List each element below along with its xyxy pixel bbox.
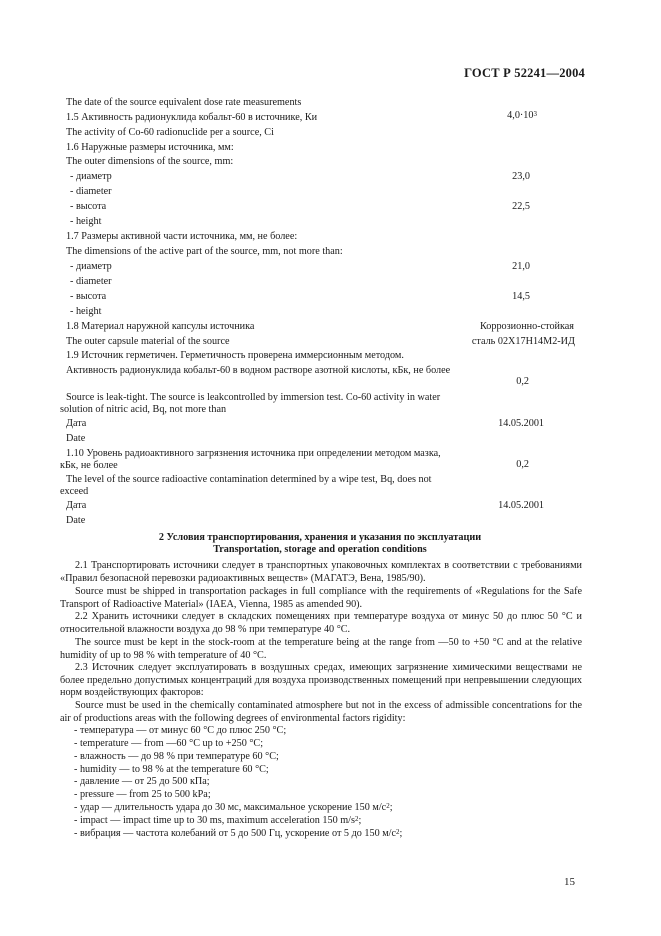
list-item: - давление — от 25 до 500 кПа; [74, 776, 210, 787]
list-item-tail: ; [358, 815, 362, 826]
row-text: - диаметр [70, 261, 112, 272]
date-label: Дата [66, 418, 87, 429]
row-value: Коррозионно-стойкая [479, 321, 574, 332]
row-text: The date of the source equivalent dose rate measurements [66, 97, 302, 108]
paragraph-2-2-ru: 2.2 Хранить источники следует в складских помещениях при температуре воздуха от минус 50 до плюс 50 °С и относительной влажности воздуха до 98 % при температуре 40 °С. [60, 611, 582, 635]
list-item: - pressure — from 25 to 500 kPa; [74, 789, 211, 800]
contamination-limit-value: 0,2 [516, 459, 529, 470]
list-item [74, 828, 402, 840]
row-text: The outer capsule material of the source [66, 336, 230, 347]
paragraph-2-2-en: The source must be kept in the stock-room at the temperature being at the range from —50 to +50 °C and at the relative humidity of up to 98 % with temperature of 40 °C. [60, 637, 582, 661]
row-value: 21,0 [512, 261, 530, 272]
section-title-en: Transportation, storage and operation conditions [213, 544, 427, 555]
date-value: 14.05.2001 [498, 418, 544, 429]
superscript: 2 [386, 802, 390, 810]
list-item-text: - impact — impact time up to 30 ms, maximum acceleration 150 m/s [74, 815, 355, 826]
activity-exponent: 3 [533, 110, 537, 118]
list-item [74, 815, 361, 827]
row-value [507, 110, 537, 122]
row-value: 22,5 [512, 201, 530, 212]
list-item [74, 802, 393, 814]
page-number: 15 [564, 876, 575, 888]
superscript: 2 [396, 828, 400, 836]
row-text: - diameter [70, 186, 112, 197]
row-text: 1.8 Материал наружной капсулы источника [66, 321, 255, 332]
paragraph-2-3-ru: 2.3 Источник следует эксплуатировать в воздушных средах, имеющих загрязнение химическими веществами не более предельно допустимых концентраций для воздуха производственных помещений при непревышении следующих норм воздействующих факторов: [60, 662, 582, 699]
contamination-paragraph: 1.10 Уровень радиоактивного загрязнения источника при определении методом мазка, кБк, не более [60, 448, 441, 471]
leak-paragraph: Source is leak-tight. The source is leakcontrolled by immersion test. Co-60 activity in water solution of nitric acid, Bq, not more than [60, 392, 441, 415]
paragraph-2-1-ru: 2.1 Транспортировать источники следует в транспортных упаковочных комплектах в соответствии с требованиями «Правил безопасной перевозки радиоактивных веществ» (МАГАТЭ, Вена, 1985/90). [60, 560, 582, 584]
list-item-text: - удар — длительность удара до 30 мс, максимальное ускорение 150 м/с [74, 802, 387, 813]
row-value: 14,5 [512, 291, 530, 302]
row-value: сталь 02Х17Н14М2-ИД [471, 336, 575, 347]
list-item: - температура — от минус 60 °С до плюс 250 °С; [74, 725, 287, 736]
row-value: 23,0 [512, 171, 530, 182]
row-text: - height [70, 306, 102, 317]
row-text: - высота [70, 201, 107, 212]
activity-value: 4,0·10 [507, 110, 534, 121]
date-label: Date [66, 433, 86, 444]
list-item-text: - вибрация — частота колебаний от 5 до 500 Гц, ускорение от 5 до 150 м/с [74, 828, 397, 839]
superscript: 2 [354, 815, 359, 823]
row-text: 1.9 Источник герметичен. Герметичность проверена иммерсионным методом. [66, 350, 404, 361]
contamination-en-paragraph: The level of the source radioactive contamination determined by a wipe test, Bq, does not exceed [60, 474, 432, 497]
row-text: - высота [70, 291, 107, 302]
list-item-tail: ; [389, 802, 393, 813]
row-text: 1.6 Наружные размеры источника, мм: [66, 142, 234, 153]
row-text: 1.7 Размеры активной части источника, мм, не более: [66, 231, 298, 242]
activity-paragraph: Активность радионуклида кобальт-60 в водном растворе азотной кислоты, кБк, не более [66, 365, 451, 376]
date-label: Date [66, 515, 86, 526]
list-item-tail: ; [399, 828, 403, 839]
date-value: 14.05.2001 [498, 500, 544, 511]
activity-limit-value: 0,2 [516, 376, 529, 387]
paragraph-2-3-en: Source must be used in the chemically contaminated atmosphere but not in the excess of admissible concentrations for the air of productions areas with the following degrees of environmental factors rigidity: [60, 700, 582, 724]
row-text: - height [70, 216, 102, 227]
list-item: - humidity — to 98 % at the temperature 60 °C; [74, 764, 269, 775]
row-text: The outer dimensions of the source, mm: [66, 156, 234, 167]
row-text: - diameter [70, 276, 112, 287]
section-title-ru: 2 Условия транспортирования, хранения и указания по эксплуатации [158, 532, 482, 543]
row-text: The activity of Co-60 radionuclide per a source, Ci [66, 127, 274, 138]
row-text: - диаметр [70, 171, 112, 182]
list-item: - temperature — from —60 °C up to +250 °C; [74, 738, 264, 749]
row-text: 1.5 Активность радионуклида кобальт-60 в источнике, Ки [66, 112, 318, 123]
list-item: - влажность — до 98 % при температуре 60 °С; [74, 751, 279, 762]
doc-number-header: ГОСТ Р 52241—2004 [464, 66, 585, 80]
paragraph-2-1-en: Source must be shipped in transportation packages in full compliance with the requirements of «Regulations for the Safe Transport of Radioactive Material» (IAEA, Vienna, 1985 as amended 90). [60, 586, 582, 610]
date-label: Дата [66, 500, 87, 511]
row-text: The dimensions of the active part of the source, mm, not more than: [66, 246, 343, 257]
